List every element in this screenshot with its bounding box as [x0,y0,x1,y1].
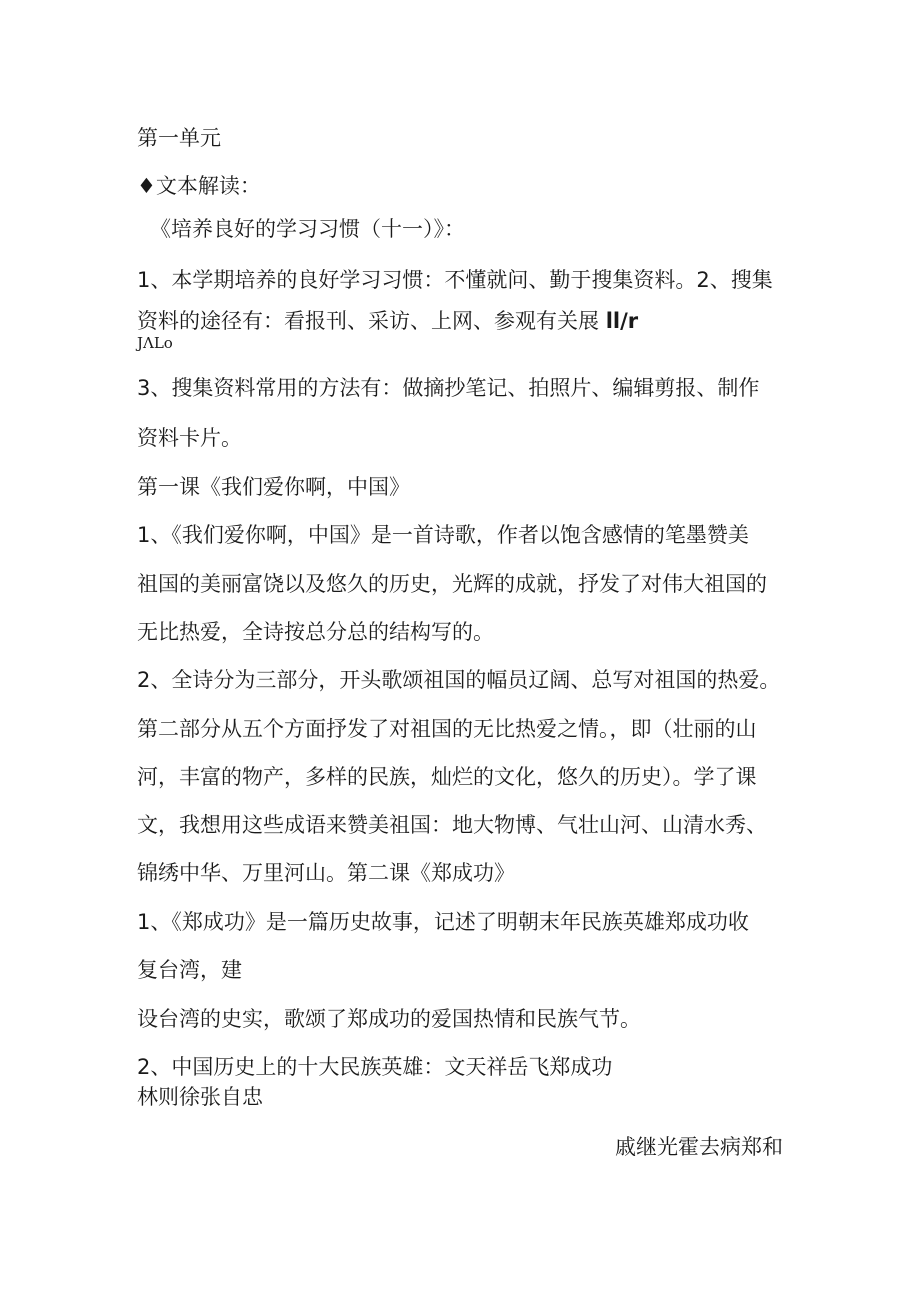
section-label: ♦文本解读： [137,174,261,198]
garbled-text: JΛLo [137,334,173,352]
paragraph-line: 第二部分从五个方面抒发了对祖国的无比热爱之情。，即（壮丽的山 [137,717,757,741]
lesson-title: 第一课《我们爱你啊，中国》 [137,475,410,499]
paragraph-line: 河，丰富的物产，多样的民族，灿烂的文化，悠久的历史）。学了课 [137,765,757,789]
paragraph-line: 复台湾，建 [137,958,242,982]
paragraph-line: 设台湾的史实，歌颂了郑成功的爱国热情和民族气节。 [137,1007,641,1031]
paragraph-line: 2、全诗分为三部分，开头歌颂祖国的幅员辽阔、总写对祖国的热爱。 [137,668,781,692]
paragraph-line: 无比热爱，全诗按总分总的结构写的。 [137,620,494,644]
paragraph-line: 林则徐张自忠 [137,1085,263,1109]
paragraph-line: 资料卡片。 [137,426,242,450]
hero-names-line: 戚继光霍去病郑和 [615,1135,783,1159]
unit-heading: 第一单元 [137,126,221,150]
garbled-text: ll/r [605,309,639,333]
paragraph-line: 锦绣中华、万里河山。第二课《郑成功》 [137,861,515,885]
paragraph-line-text: 资料的途径有：看报刊、采访、上网、参观有关展 [137,309,599,333]
paragraph-line: 1、本学期培养的良好学习习惯：不懂就问、勤于搜集资料。2、搜集 [137,268,773,292]
paragraph-line: 1、《郑成功》是一篇历史故事，记述了明朝末年民族英雄郑成功收 [137,910,749,934]
paragraph-line: 2、中国历史上的十大民族英雄：文天祥岳飞郑成功 [137,1055,613,1079]
paragraph-line [137,311,638,332]
paragraph-line: 3、搜集资料常用的方法有：做摘抄笔记、拍照片、编辑剪报、制作 [137,376,760,400]
paragraph-line: 文，我想用这些成语来赞美祖国：地大物博、气壮山河、山清水秀、 [137,813,767,837]
paragraph-line: 1、《我们爱你啊，中国》是一首诗歌，作者以饱含感情的笔墨赞美 [137,523,749,547]
paragraph-line: 祖国的美丽富饶以及悠久的历史，光辉的成就，抒发了对伟大祖国的 [137,572,767,596]
lesson-title: 《培养良好的学习习惯（十一）》： [150,217,465,241]
